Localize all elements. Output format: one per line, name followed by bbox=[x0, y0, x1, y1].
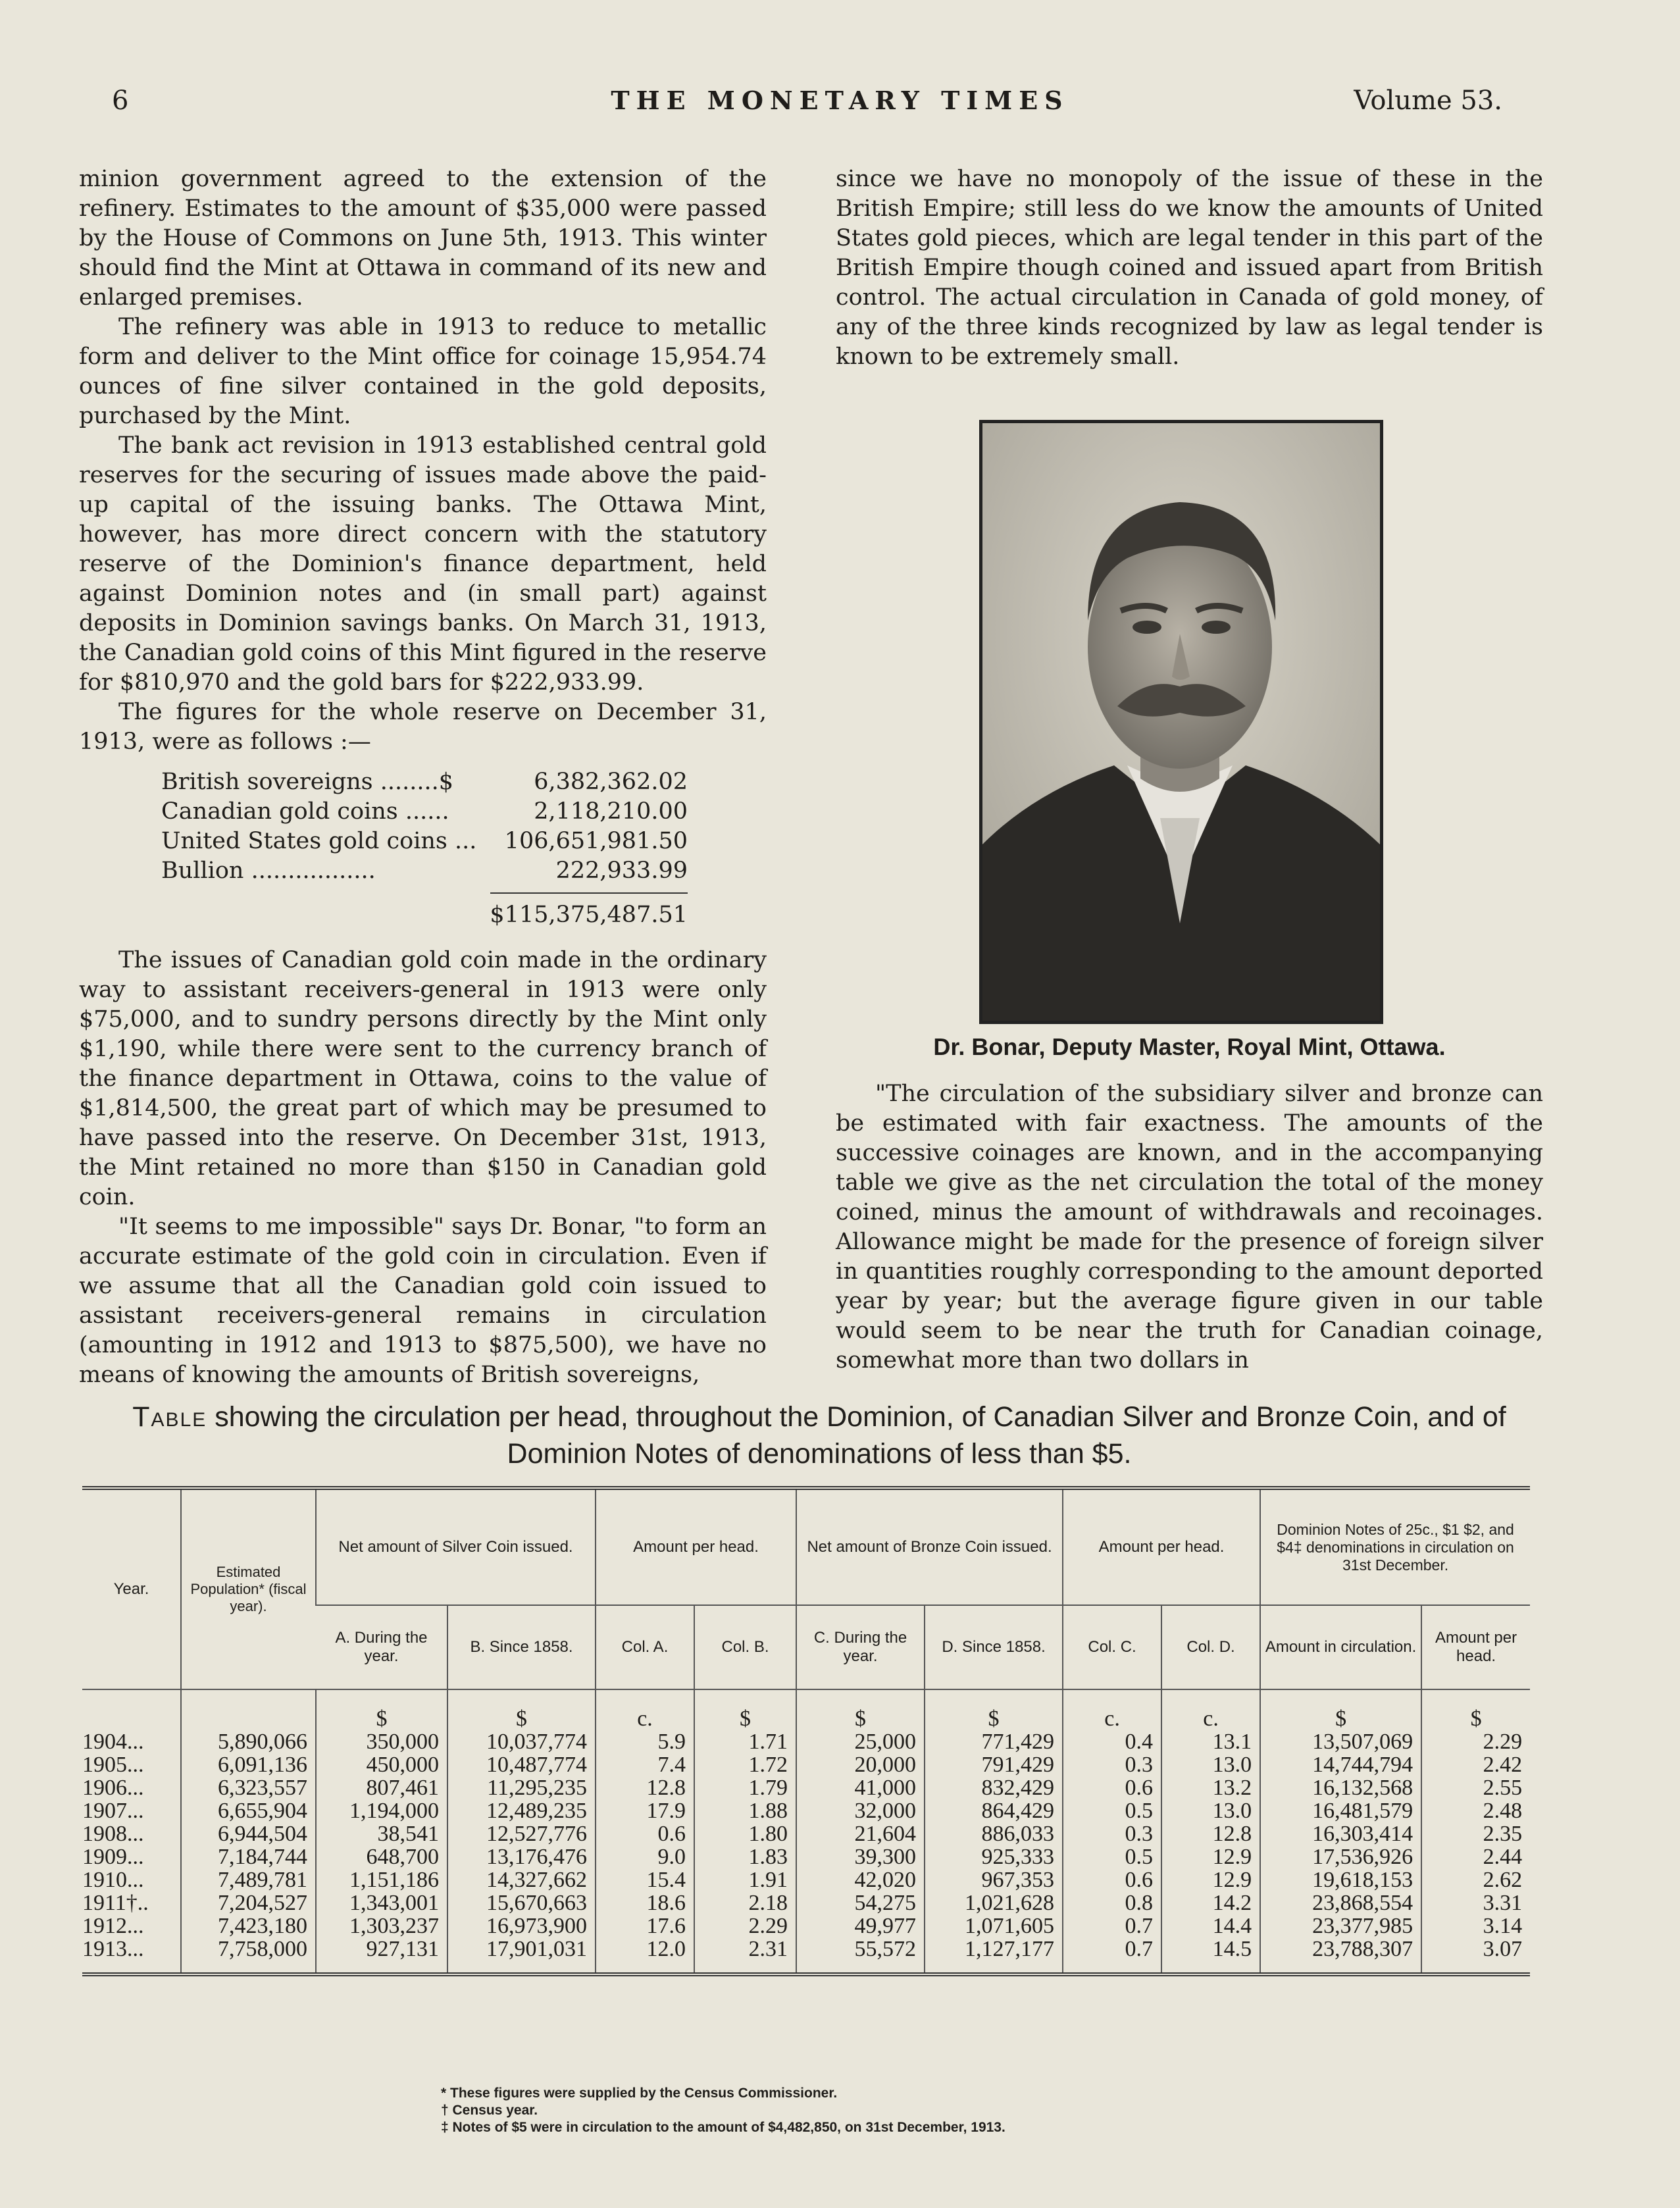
value-cell: 3.07 bbox=[1421, 1938, 1530, 1974]
year-cell: 1911†.. bbox=[82, 1891, 149, 1915]
value-cell: 23,788,307 bbox=[1260, 1938, 1421, 1974]
year-cell: 1905... bbox=[82, 1753, 144, 1777]
value-cell: 2.42 bbox=[1421, 1753, 1530, 1776]
header-year: Year. bbox=[82, 1488, 181, 1689]
table-title-text: showing the circulation per head, throughout the Dominion, of Canadian Silver and Bronze Coin, and of Dominion Notes of denominations of less than $5. bbox=[207, 1401, 1506, 1470]
value-cell: 2.18 bbox=[694, 1891, 796, 1914]
value-cell: 12,489,235 bbox=[447, 1799, 596, 1822]
right-column-top bbox=[836, 165, 1543, 372]
value-cell: 3.31 bbox=[1421, 1891, 1530, 1914]
value-cell: 15.4 bbox=[596, 1868, 694, 1891]
unit-cell: $ bbox=[796, 1689, 925, 1730]
year-cell: 1913... bbox=[82, 1938, 181, 1974]
portrait-photo bbox=[979, 420, 1383, 1024]
value-cell: 1.83 bbox=[694, 1845, 796, 1868]
value-cell: 807,461 bbox=[316, 1776, 447, 1799]
value-cell: 0.7 bbox=[1063, 1938, 1161, 1974]
value-cell: 864,429 bbox=[925, 1799, 1063, 1822]
value-cell: 12.8 bbox=[1161, 1822, 1260, 1845]
header-silver-per-head: Amount per head. bbox=[596, 1488, 796, 1605]
header-a: A. During the year. bbox=[316, 1605, 447, 1689]
paragraph: "The circulation of the subsidiary silver and bronze can be estimated with fair exactness. The amounts of the successive coinages are known, and in the accompanying table we give as the net circulation the total of the money coined, minus the amount of withdrawals and recoinages. Allowance might be made for the presence of foreign silver in quantities roughly corresponding to the amount deported year by year; but the average figure given in our table would seem to be near the truth for Canadian coinage, somewhat more than two dollars in bbox=[836, 1081, 1543, 1374]
header-notes: Dominion Notes of 25c., $1 $2, and $4‡ denominations in circulation on 31st December. bbox=[1260, 1488, 1530, 1605]
reserve-value: 6,382,362.02 bbox=[534, 769, 688, 795]
table-title bbox=[82, 1399, 1556, 1472]
paragraph: The bank act revision in 1913 established central gold reserves for the securing of issues made above the paid-up capital of the issuing banks. The Ottawa Mint, however, has more direct concern with the statutory reserve of the Dominion's finance department, held against Dominion notes and (in small part) against deposits in Dominion savings banks. On March 31, 1913, the Canadian gold coins of this Mint figured in the reserve for $810,970 and the gold bars for $222,933.99. bbox=[79, 432, 767, 696]
value-cell: 1,343,001 bbox=[316, 1891, 447, 1914]
value-cell: 54,275 bbox=[796, 1891, 925, 1914]
value-cell: 1,021,628 bbox=[925, 1891, 1063, 1914]
value-cell: 927,131 bbox=[316, 1938, 447, 1974]
value-cell: 23,868,554 bbox=[1260, 1891, 1421, 1914]
reserve-label: British sovereigns ........$ bbox=[161, 769, 453, 795]
value-cell: 38,541 bbox=[316, 1822, 447, 1845]
value-cell: 925,333 bbox=[925, 1845, 1063, 1868]
value-cell: 0.3 bbox=[1063, 1822, 1161, 1845]
reserve-list bbox=[161, 767, 688, 930]
value-cell: 6,091,136 bbox=[181, 1753, 316, 1776]
table-row bbox=[82, 1753, 1530, 1776]
value-cell: 2.48 bbox=[1421, 1799, 1530, 1822]
year-cell: 1912... bbox=[82, 1914, 144, 1938]
value-cell: 17.6 bbox=[596, 1914, 694, 1938]
value-cell: 42,020 bbox=[796, 1868, 925, 1891]
value-cell: 1,151,186 bbox=[316, 1868, 447, 1891]
unit-cell: $ bbox=[316, 1689, 447, 1730]
header-silver: Net amount of Silver Coin issued. bbox=[316, 1488, 596, 1605]
value-cell: 13,507,069 bbox=[1260, 1730, 1421, 1753]
value-cell: 17,536,926 bbox=[1260, 1845, 1421, 1868]
year-cell: 1910... bbox=[82, 1868, 144, 1892]
reserve-value: 2,118,210.00 bbox=[534, 798, 688, 825]
table-body bbox=[82, 1689, 1530, 1974]
value-cell: 648,700 bbox=[316, 1845, 447, 1868]
unit-cell bbox=[181, 1689, 316, 1730]
value-cell: 17,901,031 bbox=[447, 1938, 596, 1974]
value-cell: 0.3 bbox=[1063, 1753, 1161, 1776]
footnote: * These figures were supplied by the Census Commissioner. bbox=[441, 2086, 838, 2101]
value-cell: 49,977 bbox=[796, 1914, 925, 1938]
value-cell: 13.0 bbox=[1161, 1753, 1260, 1776]
value-cell: 832,429 bbox=[925, 1776, 1063, 1799]
value-cell: 10,037,774 bbox=[447, 1730, 596, 1753]
paragraph: minion government agreed to the extension of the refinery. Estimates to the amount of $35,000 were passed by the House of Commons on June 5th, 1913. This winter should find the Mint at Ottawa in command of its new and enlarged premises. bbox=[79, 166, 767, 311]
paragraph: The refinery was able in 1913 to reduce to metallic form and deliver to the Mint office for coinage 15,954.74 ounces of fine silver contained in the gold deposits, purchased by the Mint. bbox=[79, 314, 767, 429]
value-cell: 0.7 bbox=[1063, 1914, 1161, 1938]
photo-caption: Dr. Bonar, Deputy Master, Royal Mint, Ottawa. bbox=[933, 1033, 1446, 1060]
value-cell: 17.9 bbox=[596, 1799, 694, 1822]
value-cell: 7.4 bbox=[596, 1753, 694, 1776]
value-cell: 1,194,000 bbox=[316, 1799, 447, 1822]
table-row bbox=[82, 1891, 1530, 1914]
value-cell: 7,184,744 bbox=[181, 1845, 316, 1868]
table-row bbox=[82, 1776, 1530, 1799]
value-cell: 39,300 bbox=[796, 1845, 925, 1868]
table-row bbox=[82, 1938, 1530, 1974]
unit-cell bbox=[82, 1689, 181, 1730]
header-bronze-per-head: Amount per head. bbox=[1063, 1488, 1260, 1605]
value-cell: 12.8 bbox=[596, 1776, 694, 1799]
header-notes-per-head: Amount per head. bbox=[1421, 1605, 1530, 1689]
footnote: ‡ Notes of $5 were in circulation to the amount of $4,482,850, on 31st December, 1913. bbox=[441, 2120, 1005, 2135]
value-cell: 1,071,605 bbox=[925, 1914, 1063, 1938]
value-cell: 967,353 bbox=[925, 1868, 1063, 1891]
value-cell: 0.5 bbox=[1063, 1799, 1161, 1822]
header-d: D. Since 1858. bbox=[925, 1605, 1063, 1689]
reserve-label: United States gold coins ... bbox=[161, 828, 477, 854]
value-cell: 12.9 bbox=[1161, 1845, 1260, 1868]
value-cell: 25,000 bbox=[796, 1730, 925, 1753]
value-cell: 450,000 bbox=[316, 1753, 447, 1776]
value-cell: 0.8 bbox=[1063, 1891, 1161, 1914]
value-cell: 12.9 bbox=[1161, 1868, 1260, 1891]
reserve-row bbox=[161, 856, 688, 886]
reserve-row bbox=[161, 767, 688, 797]
header-col-b: Col. B. bbox=[694, 1605, 796, 1689]
value-cell: 2.29 bbox=[694, 1914, 796, 1938]
value-cell: 1.88 bbox=[694, 1799, 796, 1822]
reserve-label: Bullion ................. bbox=[161, 858, 376, 884]
table-row bbox=[82, 1914, 1530, 1938]
value-cell: 5.9 bbox=[596, 1730, 694, 1753]
value-cell: 12,527,776 bbox=[447, 1822, 596, 1845]
value-cell: 14,744,794 bbox=[1260, 1753, 1421, 1776]
paragraph: since we have no monopoly of the issue of these in the British Empire; still less do we know the amounts of United States gold pieces, which are legal tender in this part of the British Empire though coined and issued apart from British control. The actual circulation in Canada of gold money, of any of the three kinds recognized by law as legal tender is known to be extremely small. bbox=[836, 166, 1543, 370]
year-cell: 1909... bbox=[82, 1845, 144, 1869]
value-cell: 0.5 bbox=[1063, 1845, 1161, 1868]
page-number: 6 bbox=[112, 86, 129, 116]
reserve-value: 222,933.99 bbox=[555, 858, 688, 884]
value-cell: 0.6 bbox=[596, 1822, 694, 1845]
value-cell: 0.6 bbox=[1063, 1868, 1161, 1891]
footnote: † Census year. bbox=[441, 2103, 538, 2118]
left-column bbox=[79, 165, 767, 1390]
unit-cell: $ bbox=[1421, 1689, 1530, 1730]
header-bronze: Net amount of Bronze Coin issued. bbox=[796, 1488, 1063, 1605]
footnotes bbox=[441, 2085, 1005, 2136]
value-cell: 2.55 bbox=[1421, 1776, 1530, 1799]
value-cell: 21,604 bbox=[796, 1822, 925, 1845]
value-cell: 14.4 bbox=[1161, 1914, 1260, 1938]
value-cell: 14.5 bbox=[1161, 1938, 1260, 1974]
value-cell: 1.71 bbox=[694, 1730, 796, 1753]
unit-cell: $ bbox=[1260, 1689, 1421, 1730]
value-cell: 16,132,568 bbox=[1260, 1776, 1421, 1799]
header-col-a: Col. A. bbox=[596, 1605, 694, 1689]
reserve-row bbox=[161, 827, 688, 856]
value-cell: 0.4 bbox=[1063, 1730, 1161, 1753]
value-cell: 12.0 bbox=[596, 1938, 694, 1974]
reserve-row bbox=[161, 797, 688, 827]
paragraph: The issues of Canadian gold coin made in the ordinary way to assistant receivers-general in 1913 were only $75,000, and to sundry persons directly by the Mint only $1,190, while there were sent to the currency branch of the finance department in Ottawa, coins to the value of $1,814,500, the great part of which may be presumed to have passed into the reserve. On December 31st, 1913, the Mint retained no more than $150 in Canadian gold coin. bbox=[79, 947, 767, 1210]
value-cell: 7,423,180 bbox=[181, 1914, 316, 1938]
volume-label: Volume 53. bbox=[1354, 86, 1502, 116]
value-cell: 41,000 bbox=[796, 1776, 925, 1799]
value-cell: 13.1 bbox=[1161, 1730, 1260, 1753]
value-cell: 350,000 bbox=[316, 1730, 447, 1753]
unit-cell: $ bbox=[447, 1689, 596, 1730]
value-cell: 6,944,504 bbox=[181, 1822, 316, 1845]
table-row bbox=[82, 1868, 1530, 1891]
journal-title: THE MONETARY TIMES bbox=[611, 86, 1069, 115]
value-cell: 16,303,414 bbox=[1260, 1822, 1421, 1845]
value-cell: 18.6 bbox=[596, 1891, 694, 1914]
year-cell: 1907... bbox=[82, 1799, 144, 1823]
value-cell: 16,481,579 bbox=[1260, 1799, 1421, 1822]
unit-cell: c. bbox=[1161, 1689, 1260, 1730]
paragraph: "It seems to me impossible" says Dr. Bonar, "to form an accurate estimate of the gold coin in circulation. Even if we assume that all the Canadian gold coin issued to assistant receivers-general remains in circulation (amounting in 1912 and 1913 to $875,500), we have no means of knowing the amounts of British sovereigns, bbox=[79, 1214, 767, 1388]
header-c: C. During the year. bbox=[796, 1605, 925, 1689]
header-b: B. Since 1858. bbox=[447, 1605, 596, 1689]
value-cell: 16,973,900 bbox=[447, 1914, 596, 1938]
value-cell: 2.35 bbox=[1421, 1822, 1530, 1845]
header-notes-amount: Amount in circulation. bbox=[1260, 1605, 1421, 1689]
value-cell: 15,670,663 bbox=[447, 1891, 596, 1914]
value-cell: 791,429 bbox=[925, 1753, 1063, 1776]
header-col-c: Col. C. bbox=[1063, 1605, 1161, 1689]
value-cell: 55,572 bbox=[796, 1938, 925, 1974]
value-cell: 7,758,000 bbox=[181, 1938, 316, 1974]
reserve-value: 106,651,981.50 bbox=[504, 828, 688, 854]
value-cell: 1.91 bbox=[694, 1868, 796, 1891]
value-cell: 3.14 bbox=[1421, 1914, 1530, 1938]
reserve-label: Canadian gold coins ...... bbox=[161, 798, 449, 825]
value-cell: 2.62 bbox=[1421, 1868, 1530, 1891]
value-cell: 13.2 bbox=[1161, 1776, 1260, 1799]
reserve-total: $115,375,487.51 bbox=[490, 902, 688, 928]
value-cell: 1.80 bbox=[694, 1822, 796, 1845]
value-cell: 2.44 bbox=[1421, 1845, 1530, 1868]
value-cell: 11,295,235 bbox=[447, 1776, 596, 1799]
value-cell: 23,377,985 bbox=[1260, 1914, 1421, 1938]
year-cell: 1906... bbox=[82, 1776, 144, 1800]
unit-row bbox=[82, 1689, 1530, 1730]
table-row bbox=[82, 1822, 1530, 1845]
value-cell: 7,204,527 bbox=[181, 1891, 316, 1914]
value-cell: 20,000 bbox=[796, 1753, 925, 1776]
unit-cell: $ bbox=[925, 1689, 1063, 1730]
value-cell: 10,487,774 bbox=[447, 1753, 596, 1776]
table-row bbox=[82, 1845, 1530, 1868]
value-cell: 13,176,476 bbox=[447, 1845, 596, 1868]
header-col-d: Col. D. bbox=[1161, 1605, 1260, 1689]
total-rule bbox=[490, 892, 688, 894]
value-cell: 2.31 bbox=[694, 1938, 796, 1974]
value-cell: 771,429 bbox=[925, 1730, 1063, 1753]
unit-cell: $ bbox=[694, 1689, 796, 1730]
value-cell: 14,327,662 bbox=[447, 1868, 596, 1891]
value-cell: 9.0 bbox=[596, 1845, 694, 1868]
circulation-table bbox=[82, 1486, 1530, 1976]
table-row bbox=[82, 1730, 1530, 1753]
year-cell: 1904... bbox=[82, 1730, 144, 1754]
paragraph: The figures for the whole reserve on December 31, 1913, were as follows :— bbox=[79, 699, 767, 755]
circulation-table-wrapper bbox=[82, 1486, 1530, 1976]
value-cell: 1,127,177 bbox=[925, 1938, 1063, 1974]
table-title-word: Table bbox=[132, 1401, 207, 1433]
value-cell: 13.0 bbox=[1161, 1799, 1260, 1822]
value-cell: 5,890,066 bbox=[181, 1730, 316, 1753]
table-row bbox=[82, 1799, 1530, 1822]
header-population: Estimated Population* (fiscal year). bbox=[181, 1488, 316, 1689]
value-cell: 2.29 bbox=[1421, 1730, 1530, 1753]
value-cell: 14.2 bbox=[1161, 1891, 1260, 1914]
value-cell: 1,303,237 bbox=[316, 1914, 447, 1938]
unit-cell: c. bbox=[596, 1689, 694, 1730]
value-cell: 0.6 bbox=[1063, 1776, 1161, 1799]
value-cell: 6,655,904 bbox=[181, 1799, 316, 1822]
year-cell: 1908... bbox=[82, 1822, 144, 1846]
value-cell: 1.79 bbox=[694, 1776, 796, 1799]
unit-cell: c. bbox=[1063, 1689, 1161, 1730]
value-cell: 1.72 bbox=[694, 1753, 796, 1776]
value-cell: 6,323,557 bbox=[181, 1776, 316, 1799]
value-cell: 32,000 bbox=[796, 1799, 925, 1822]
value-cell: 19,618,153 bbox=[1260, 1868, 1421, 1891]
value-cell: 7,489,781 bbox=[181, 1868, 316, 1891]
value-cell: 886,033 bbox=[925, 1822, 1063, 1845]
right-column-bottom bbox=[836, 1079, 1543, 1375]
